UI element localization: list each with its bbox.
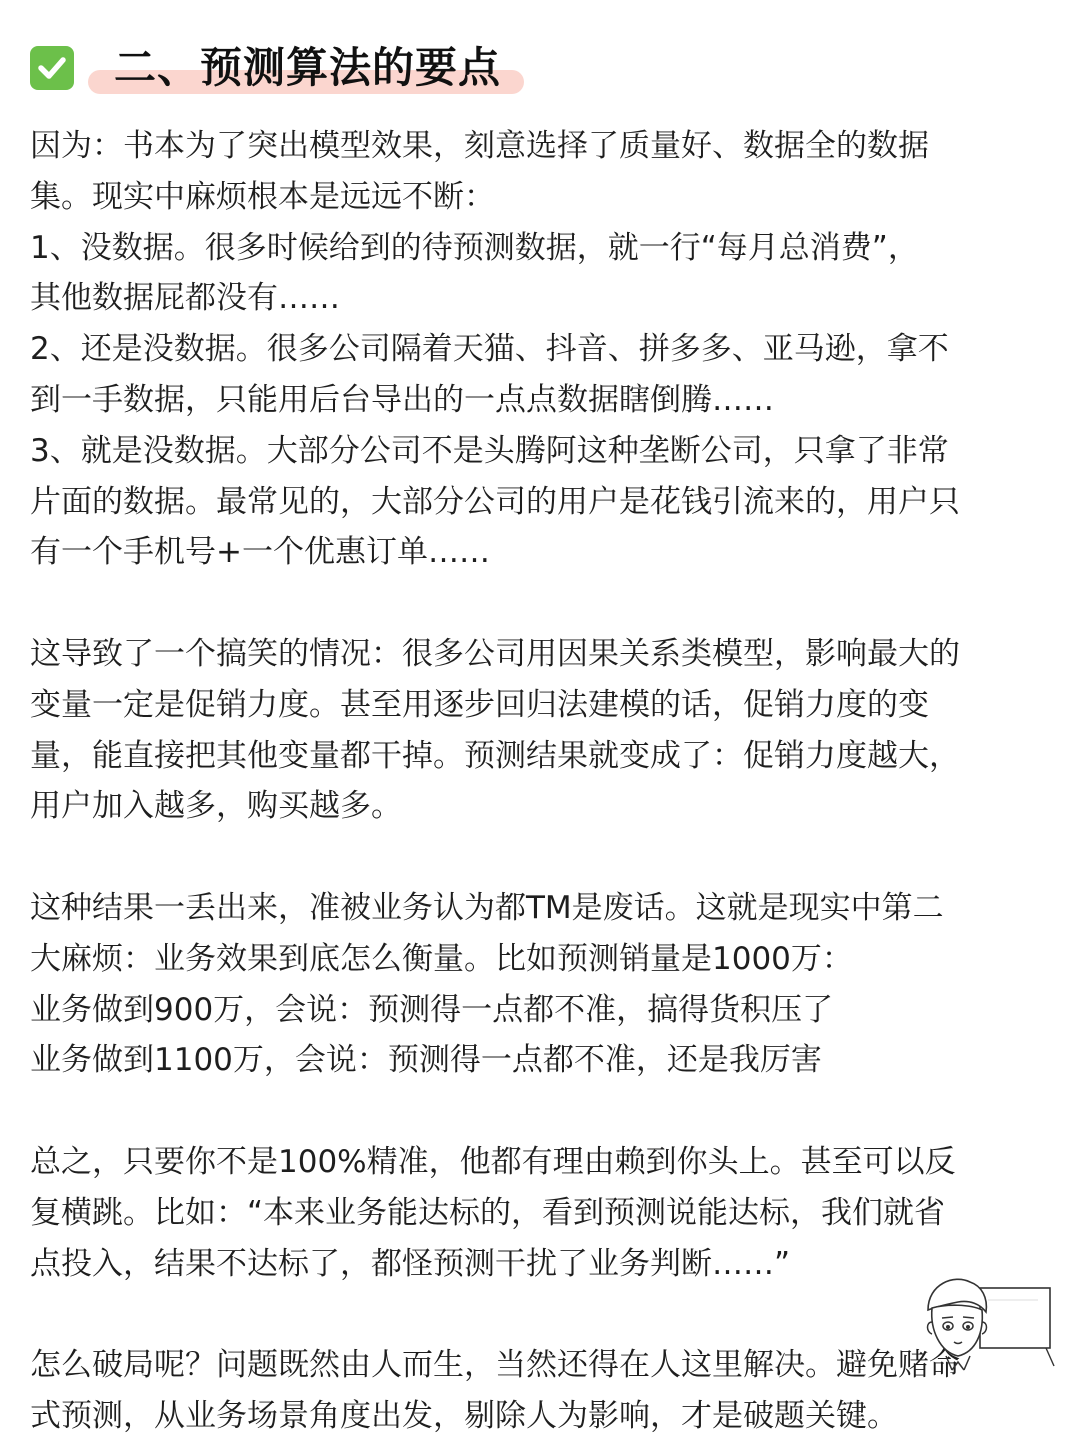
paragraph-spacer: [30, 832, 1054, 883]
text-line: 点投入，结果不达标了，都怪预测干扰了业务判断……”: [30, 1245, 791, 1282]
text-line: 到一手数据，只能用后台导出的一点点数据瞎倒腾……: [30, 381, 774, 418]
text-line: 量，能直接把其他变量都干掉。预测结果就变成了：促销力度越大，: [30, 737, 960, 774]
section-header: [30, 42, 550, 102]
text-line: 变量一定是促销力度。甚至用逐步回归法建模的话，促销力度的变: [30, 686, 929, 723]
paragraph-1: [30, 121, 1054, 578]
paragraph-5: [30, 1340, 1054, 1442]
text-line: 集。现实中麻烦根本是远远不断：: [30, 178, 495, 215]
text-line: 用户加入越多，购买越多。: [30, 788, 402, 825]
paragraph-3: [30, 883, 1054, 1086]
text-line: 片面的数据。最常见的，大部分公司的用户是花钱引流来的，用户只: [30, 483, 960, 520]
paragraph-2: [30, 629, 1054, 832]
text-line: 有一个手机号+一个优惠订单……: [30, 534, 490, 571]
article-body: [30, 121, 1054, 1442]
text-line: 总之，只要你不是100%精准，他都有理由赖到你头上。甚至可以反: [30, 1143, 956, 1180]
text-line: 式预测，从业务场景角度出发，剔除人为影响，才是破题关键。: [30, 1397, 898, 1434]
text-line: 2、还是没数据。很多公司隔着天猫、抖音、拼多多、亚马逊，拿不: [30, 331, 949, 368]
text-line: 大麻烦：业务效果到底怎么衡量。比如预测销量是1000万：: [30, 940, 853, 977]
text-line: 怎么破局呢？问题既然由人而生，当然还得在人这里解决。避免赌命: [30, 1347, 960, 1384]
cartoon-avatar-icon: [918, 1270, 1058, 1380]
paragraph-spacer: [30, 1086, 1054, 1137]
text-line: 业务做到1100万，会说：预测得一点都不准，还是我厉害: [30, 1042, 822, 1079]
text-line: 这导致了一个搞笑的情况：很多公司用因果关系类模型，影响最大的: [30, 635, 960, 672]
text-line: 其他数据屁都没有……: [30, 280, 340, 317]
text-line: 1、没数据。很多时候给到的待预测数据，就一行“每月总消费”，: [30, 229, 919, 266]
text-line: 这种结果一丢出来，准被业务认为都TM是废话。这就是现实中第二: [30, 889, 944, 926]
paragraph-spacer: [30, 578, 1054, 629]
check-mark-icon: [30, 46, 74, 90]
text-line: 复横跳。比如：“本来业务能达标的，看到预测说能达标，我们就省: [30, 1194, 946, 1231]
text-line: 业务做到900万，会说：预测得一点都不准，搞得货积压了: [30, 991, 834, 1028]
paragraph-4: [30, 1137, 1054, 1289]
section-title: 二、预测算法的要点: [114, 43, 502, 92]
text-line: 3、就是没数据。大部分公司不是头腾阿这种垄断公司，只拿了非常: [30, 432, 949, 469]
paragraph-spacer: [30, 1289, 1054, 1340]
text-line: 因为：书本为了突出模型效果，刻意选择了质量好、数据全的数据: [30, 128, 929, 164]
